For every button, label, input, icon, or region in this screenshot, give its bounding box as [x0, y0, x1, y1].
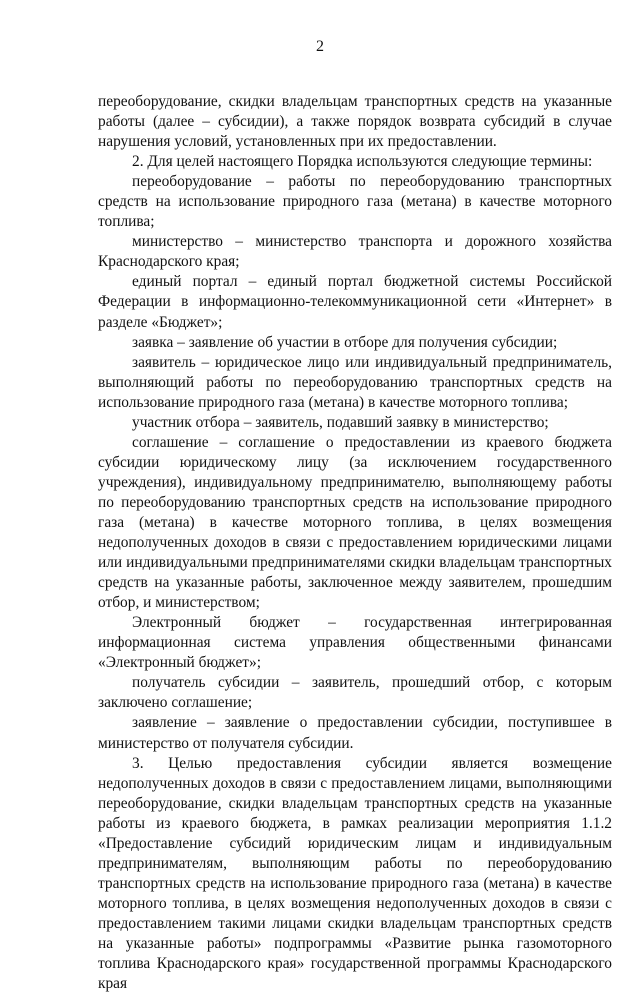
document-body [98, 92, 612, 994]
paragraph-term-electronic-budget: Электронный бюджет – государственная интегрированная информационная система управления общественными финансами «Электронный бюджет»; [98, 614, 612, 672]
paragraph-term-conversion: переоборудование – работы по переоборудованию транспортных средств на использование природного газа (метана) в качестве моторного топлива; [98, 173, 612, 231]
paragraph-term-application: заявка – заявление об участии в отборе для получения субсидии; [132, 333, 558, 351]
paragraph-term-portal: единый портал – единый портал бюджетной системы Российской Федерации в информационно-телекоммуникационной сети «Интернет» в разделе «Бюджет»; [98, 273, 612, 331]
paragraph-term-statement: заявление – заявление о предоставлении субсидии, поступившее в министерство от получателя субсидии. [98, 714, 612, 752]
page-number: 2 [316, 38, 324, 55]
paragraph-term-participant: участник отбора – заявитель, подавший заявку в министерство; [132, 413, 549, 431]
paragraph-term-recipient: получатель субсидии – заявитель, прошедший отбор, с которым заключено соглашение; [98, 674, 612, 712]
paragraph-term-agreement: соглашение – соглашение о предоставлении из краевого бюджета субсидии юридическому лицу (за исключением государственного учреждения), индивидуальному предпринимателю, выполняющему работы по переоборудованию транспортных средств на использование природного газа (метана) в качестве моторного топлива, в целях возмещения недополученных доходов в связи с предоставлением юридическими лицами или индивидуальными предпринимателями скидки владельцам транспортных средств на указанные работы, заключенное между заявителем, прошедшим отбор, и министерством; [98, 433, 612, 612]
paragraph-term-applicant: заявитель – юридическое лицо или индивидуальный предприниматель, выполняющий работы по переоборудованию транспортных средств на использование природного газа (метана) в качестве моторного топлива; [98, 353, 612, 411]
paragraph-item-3: 3. Целью предоставления субсидии является возмещение недополученных доходов в связи с предоставлением лицами, выполняющими переоборудование, скидки владельцам транспортных средств на указанные работы из краевого бюджета, в рамках реализации мероприятия 1.1.2 «Предоставление субсидий юридическим лицам и индивидуальным предпринимателям, выполняющим работы по переоборудованию транспортных средств на использование природного газа (метана) в качестве моторного топлива, в целях возмещения недополученных доходов в связи с предоставлением такими лицами скидки владельцам транспортных средств на указанные работы» подпрограммы «Развитие рынка газомоторного топлива Краснодарского края» государственной программы Краснодарского края [98, 754, 612, 993]
paragraph-item-2: 2. Для целей настоящего Порядка используются следующие термины: [132, 153, 593, 171]
paragraph-term-ministry: министерство – министерство транспорта и дорожного хозяйства Краснодарского края; [98, 233, 612, 271]
paragraph-continuation: переоборудование, скидки владельцам транспортных средств на указанные работы (далее – субсидии), а также порядок возврата субсидий в случае нарушения условий, установленных при их предоставлении. [98, 93, 612, 151]
